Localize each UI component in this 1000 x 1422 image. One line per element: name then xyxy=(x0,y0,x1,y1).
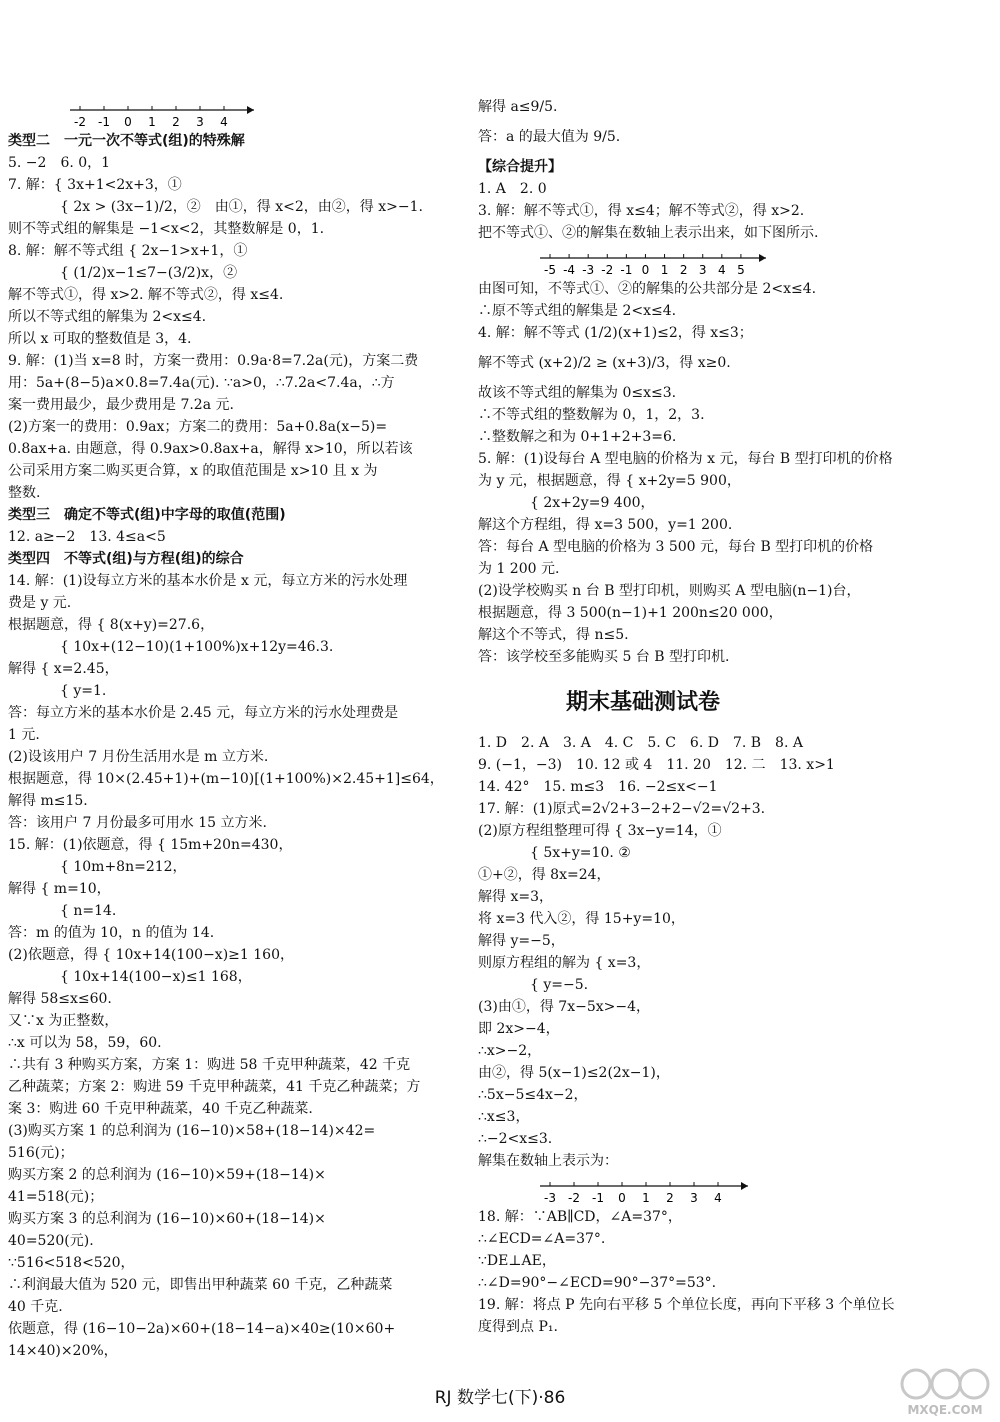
text-line: 答：每立方米的基本水价是 2.45 元，每立方米的污水处理费是 xyxy=(8,705,399,721)
text-line: (3)购买方案 1 的总利润为 (16−10)×58+(18−14)×42= xyxy=(8,1123,376,1139)
number-line-tick-label: 1 xyxy=(642,1191,650,1205)
number-line-tick-label: 0 xyxy=(618,1191,626,1205)
text-line: 则原方程组的解为 { x=3， xyxy=(478,955,651,971)
text-line: 516(元)； xyxy=(8,1145,74,1161)
number-line-tick-label: -3 xyxy=(582,263,595,277)
number-line-tick-label: 3 xyxy=(698,263,707,277)
text-line: 解得 y=−5， xyxy=(478,933,565,949)
text-line: 1. D 2. A 3. A 4. C 5. C 6. D 7. B 8. A xyxy=(478,735,803,751)
text-line: { 2x > (3x−1)/2，② 由①，得 x<2，由②，得 x>−1. xyxy=(60,199,423,215)
number-line xyxy=(530,244,780,278)
number-line-tick-label: -5 xyxy=(544,263,556,277)
text-line: 答：每台 A 型电脑的价格为 3 500 元，每台 B 型打印机的价格 xyxy=(478,539,874,555)
number-line-tick-label: 5 xyxy=(737,263,745,277)
number-line-figure xyxy=(478,1172,808,1206)
text-line: 19. 解：将点 P 先向右平移 5 个单位长度，再向下平移 3 个单位长 xyxy=(478,1297,895,1313)
text-line: 8. 解：解不等式组 { 2x−1>x+1，① xyxy=(8,243,248,259)
text-line: 9. 解：(1)当 x=8 时，方案一费用：0.9a·8=7.2a(元)，方案二费 xyxy=(8,353,419,369)
number-line-tick-label: 4 xyxy=(220,115,228,129)
text-line: (2)设学校购买 n 台 B 型打印机，则购买 A 型电脑(n−1)台， xyxy=(478,583,861,599)
section-heading: 类型四 不等式(组)与方程(组)的综合 xyxy=(8,551,244,567)
text-line: ∴整数解之和为 0+1+2+3=6. xyxy=(478,429,677,445)
text-line: 所以 x 可取的整数值是 3，4. xyxy=(8,331,192,347)
text-line: 案一费用最少，最少费用是 7.2a 元. xyxy=(8,397,234,413)
text-line: 答：该学校至多能购买 5 台 B 型打印机. xyxy=(478,649,730,665)
svg-text:MXQE.COM: MXQE.COM xyxy=(907,1403,983,1417)
text-line: 即 2x>−4， xyxy=(478,1021,560,1037)
text-line: 解不等式 (x+2)/2 ≥ (x+3)/3，得 x≥0. xyxy=(478,355,731,371)
text-line: 度得到点 P₁. xyxy=(478,1319,558,1335)
text-line: ∵DE⊥AE， xyxy=(478,1253,556,1269)
number-line-arrow xyxy=(759,254,766,262)
section-heading: 【综合提升】 xyxy=(478,159,562,175)
text-line: 将 x=3 代入②，得 15+y=10， xyxy=(478,911,685,927)
spacer xyxy=(478,148,808,156)
text-line: 由图可知，不等式①、②的解集的公共部分是 2<x≤4. xyxy=(478,281,817,297)
text-line: { 5x+y=10. ② xyxy=(530,845,631,861)
text-line: 购买方案 3 的总利润为 (16−10)×60+(18−14)× xyxy=(8,1211,326,1227)
text-line: 解得 m≤15. xyxy=(8,793,88,809)
text-line: 乙种蔬菜；方案 2：购进 59 千克甲种蔬菜，41 千克乙种蔬菜；方 xyxy=(8,1079,421,1095)
text-line: 用：5a+(8−5)a×0.8=7.4a(元). ∵a>0，∴7.2a<7.4a，∴方 xyxy=(8,375,395,391)
text-line: 9. (−1，−3) 10. 12 或 4 11. 20 12. 二 13. x>1 xyxy=(478,757,835,773)
text-line: 解不等式①，得 x>2. 解不等式②，得 x≤4. xyxy=(8,287,284,303)
text-line: ∴x≤3， xyxy=(478,1109,530,1125)
text-line: 根据题意，得 { 8(x+y)=27.6， xyxy=(8,617,215,633)
text-line: 又∵x 为正整数， xyxy=(8,1013,119,1029)
text-line: 15. 解：(1)依题意，得 { 15m+20n=430， xyxy=(8,837,293,853)
number-line-tick-label: 2 xyxy=(666,1191,674,1205)
number-line-arrow xyxy=(247,106,254,114)
number-line-tick-label: 1 xyxy=(660,263,669,277)
text-line: 则不等式组的解集是 −1<x<2，其整数解是 0，1. xyxy=(8,221,325,237)
spacer xyxy=(478,118,808,126)
number-line-arrow xyxy=(741,1182,748,1190)
number-line xyxy=(60,96,310,130)
text-line: 为 y 元，根据题意，得 { x+2y=5 900， xyxy=(478,473,741,489)
text-line: (3)由①，得 7x−5x>−4， xyxy=(478,999,650,1015)
text-line: (2)原方程组整理可得 { 3x−y=14，① xyxy=(478,823,722,839)
text-line: 解得 x=3， xyxy=(478,889,553,905)
section-heading: 类型二 一元一次不等式(组)的特殊解 xyxy=(8,133,245,149)
number-line-tick-label: 1 xyxy=(148,115,156,129)
text-line: ∴原不等式组的解集是 2<x≤4. xyxy=(478,303,677,319)
number-line-tick-label: 4 xyxy=(714,1191,722,1205)
text-line: 0.8ax+a. 由题意，得 0.9ax>0.8ax+a，解得 x>10，所以若该 xyxy=(8,441,413,457)
text-line: 40=520(元). xyxy=(8,1233,94,1249)
text-line: ∴不等式组的整数解为 0，1，2，3. xyxy=(478,407,705,423)
section-title: 期末基础测试卷 xyxy=(565,690,720,715)
number-line-tick-label: 2 xyxy=(172,115,180,129)
number-line-tick-label: 0 xyxy=(641,263,650,277)
text-line: 根据题意，得 10×(2.45+1)+(m−10)[(1+100%)×2.45+1]≤64， xyxy=(8,771,444,787)
text-line: 解得 a≤9/5. xyxy=(478,99,558,115)
text-line: 1 元. xyxy=(8,727,40,743)
number-line-figure xyxy=(8,96,450,130)
text-line: 由②，得 5(x−1)≤2(2x−1)， xyxy=(478,1065,670,1081)
text-line: 根据题意，得 3 500(n−1)+1 200n≤20 000， xyxy=(478,605,783,621)
number-line-tick-label: -1 xyxy=(620,263,633,277)
text-line: 依题意，得 (16−10−2a)×60+(18−14−a)×40≥(10×60+ xyxy=(8,1321,396,1337)
text-line: ∴∠ECD=∠A=37°. xyxy=(478,1231,606,1247)
text-line: { (1/2)x−1≤7−(3/2)x，② xyxy=(60,265,238,281)
text-line: ∴∠D=90°−∠ECD=90°−37°=53°. xyxy=(478,1275,717,1291)
text-line: (2)方案一的费用：0.9ax；方案二的费用：5a+0.8a(x−5)= xyxy=(8,419,388,435)
number-line-figure xyxy=(478,244,808,278)
text-line: 41=518(元)； xyxy=(8,1189,104,1205)
text-line: 公司采用方案二购买更合算，x 的取值范围是 x>10 且 x 为 xyxy=(8,463,378,479)
text-line: ∵516<518<520， xyxy=(8,1255,135,1271)
text-line: 案 3：购进 60 千克甲种蔬菜，40 千克乙种蔬菜. xyxy=(8,1101,313,1117)
text-line: 5. −2 6. 0，1 xyxy=(8,155,111,171)
text-line: 1. A 2. 0 xyxy=(478,181,547,197)
number-line-tick-label: 3 xyxy=(690,1191,698,1205)
text-line: ∴x 可以为 58，59，60. xyxy=(8,1035,162,1051)
text-line: 购买方案 2 的总利润为 (16−10)×59+(18−14)× xyxy=(8,1167,326,1183)
text-line: 12. a≥−2 13. 4≤a<5 xyxy=(8,529,166,545)
right-column xyxy=(478,96,895,1338)
number-line-tick-label: 4 xyxy=(717,263,726,277)
text-line: 解得 { x=2.45， xyxy=(8,661,119,677)
number-line-tick-label: -1 xyxy=(98,115,110,129)
text-line: (2)设该用户 7 月份生活用水是 m 立方米. xyxy=(8,749,269,765)
text-line: 故该不等式组的解集为 0≤x≤3. xyxy=(478,385,677,401)
text-line: 14×40)×20%， xyxy=(8,1343,118,1359)
text-line: (2)依题意，得 { 10x+14(100−x)≥1 160， xyxy=(8,947,294,963)
text-line: { y=1. xyxy=(60,683,107,699)
watermark-logo xyxy=(898,1362,992,1418)
text-line: 14. 42° 15. m≤3 16. −2≤x<−1 xyxy=(478,779,718,795)
text-line: ①+②，得 8x=24， xyxy=(478,867,611,883)
text-line: ∴利润最大值为 520 元，即售出甲种蔬菜 60 千克，乙种蔬菜 xyxy=(8,1277,393,1293)
text-line: 解得 58≤x≤60. xyxy=(8,991,112,1007)
number-line-tick-label: -2 xyxy=(601,263,614,277)
text-line: 把不等式①、②的解集在数轴上表示出来，如下图所示. xyxy=(478,225,819,241)
text-line: ∴共有 3 种购买方案，方案 1：购进 58 千克甲种蔬菜，42 千克 xyxy=(8,1057,411,1073)
text-line: 为 1 200 元. xyxy=(478,561,560,577)
page-footer: RJ 数学七(下)·86 xyxy=(434,1388,566,1408)
number-line xyxy=(530,1172,780,1206)
number-line-tick-label: -2 xyxy=(74,115,86,129)
section-heading: 类型三 确定不等式(组)中字母的取值(范围) xyxy=(8,507,286,523)
text-line: 解这个不等式，得 n≤5. xyxy=(478,627,629,643)
number-line-tick-label: -4 xyxy=(563,263,576,277)
text-line: 解集在数轴上表示为： xyxy=(478,1153,618,1169)
text-line: 整数. xyxy=(8,485,41,501)
text-line: { y=−5. xyxy=(530,977,589,993)
number-line-tick-label: -1 xyxy=(592,1191,604,1205)
text-line: 费是 y 元. xyxy=(8,595,72,611)
text-line: ∴x>−2， xyxy=(478,1043,542,1059)
text-line: 5. 解：(1)设每台 A 型电脑的价格为 x 元，每台 B 型打印机的价格 xyxy=(478,451,893,467)
text-line: { 10x+14(100−x)≤1 168， xyxy=(60,969,252,985)
text-line: 14. 解：(1)设每立方米的基本水价是 x 元，每立方米的污水处理 xyxy=(8,573,408,589)
text-line: ∴−2<x≤3. xyxy=(478,1131,553,1147)
number-line-tick-label: 3 xyxy=(196,115,204,129)
text-line: { n=14. xyxy=(60,903,117,919)
text-line: 17. 解：(1)原式=2√2+3−2+2−√2=√2+3. xyxy=(478,801,766,817)
text-line: ∴5x−5≤4x−2， xyxy=(478,1087,588,1103)
text-line: 答：该用户 7 月份最多可用水 15 立方米. xyxy=(8,815,267,831)
number-line-tick-label: 2 xyxy=(679,263,688,277)
text-line: { 10m+8n=212， xyxy=(60,859,187,875)
number-line-tick-label: 0 xyxy=(124,115,132,129)
text-line: { 10x+(12−10)(1+100%)x+12y=46.3. xyxy=(60,639,334,655)
number-line-tick-label: -3 xyxy=(544,1191,556,1205)
text-line: 解这个方程组，得 x=3 500，y=1 200. xyxy=(478,517,733,533)
text-line: 18. 解：∵AB∥CD，∠A=37°， xyxy=(478,1209,682,1225)
text-line: 答：m 的值为 10，n 的值为 14. xyxy=(8,925,215,941)
text-line: 7. 解：{ 3x+1<2x+3，① xyxy=(8,177,182,193)
text-line: 所以不等式组的解集为 2<x≤4. xyxy=(8,309,207,325)
left-column xyxy=(8,96,450,1362)
text-line: 解得 { m=10， xyxy=(8,881,111,897)
text-line: 3. 解：解不等式①，得 x≤4；解不等式②，得 x>2. xyxy=(478,203,805,219)
text-line: 40 千克. xyxy=(8,1299,63,1315)
text-line: { 2x+2y=9 400， xyxy=(530,495,655,511)
spacer xyxy=(478,374,808,382)
spacer xyxy=(478,344,808,352)
text-line: 答：a 的最大值为 9/5. xyxy=(478,129,621,145)
text-line: 4. 解：解不等式 (1/2)(x+1)≤2，得 x≤3； xyxy=(478,325,753,341)
number-line-tick-label: -2 xyxy=(568,1191,580,1205)
